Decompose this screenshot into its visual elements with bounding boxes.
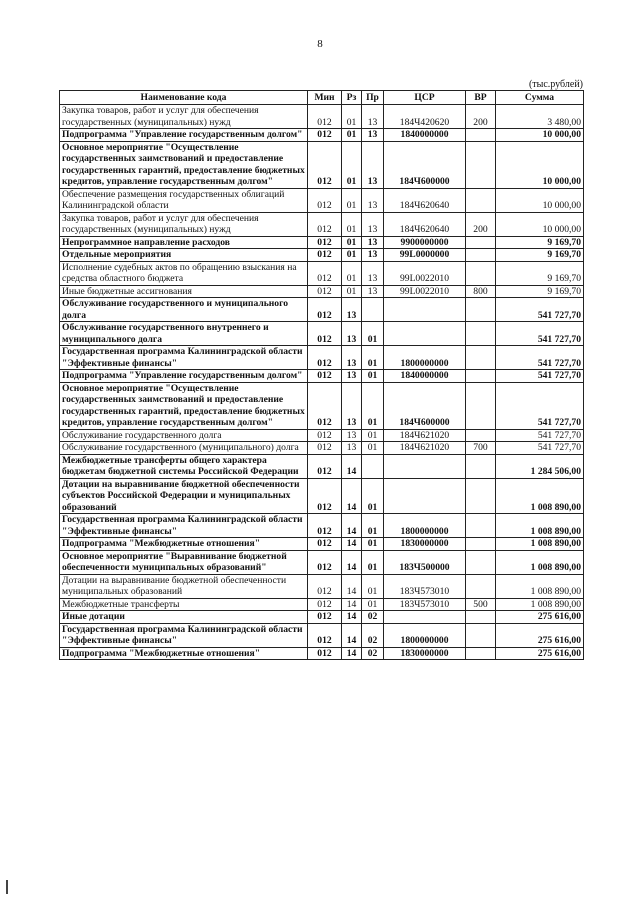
cell-name: Исполнение судебных актов по обращению взыскания на средства областного бюджета: [60, 261, 308, 285]
cell-min: 012: [308, 261, 342, 285]
cell-rz: 01: [342, 261, 362, 285]
table-row: [60, 129, 584, 142]
cell-min: 012: [308, 370, 342, 383]
cell-name: Основное мероприятие "Осуществление государственных заимствований и предоставление государственных гарантий, предоставление бюджетных кредитов, управление государственным долгом": [60, 141, 308, 188]
cell-min: 012: [308, 285, 342, 298]
cell-name: Государственная программа Калининградской области "Эффективные финансы": [60, 514, 308, 538]
cell-min: 012: [308, 429, 342, 442]
cell-name: Обслуживание государственного внутреннего и муниципального долга: [60, 322, 308, 346]
cell-rz: 14: [342, 647, 362, 660]
cell-pr: 01: [362, 429, 384, 442]
cell-name: Обслуживание государственного (муниципального) долга: [60, 442, 308, 455]
cell-pr: 01: [362, 370, 384, 383]
cell-csr: 184Ч620640: [384, 188, 466, 212]
cell-vr: [466, 514, 496, 538]
cell-pr: 01: [362, 514, 384, 538]
cell-rz: 13: [342, 429, 362, 442]
cell-pr: 02: [362, 623, 384, 647]
cell-vr: [466, 550, 496, 574]
cell-sum: 10 000,00: [496, 212, 584, 236]
cell-sum: 1 008 890,00: [496, 514, 584, 538]
cell-vr: [466, 249, 496, 262]
cell-csr: [384, 478, 466, 514]
table-row: [60, 370, 584, 383]
cell-rz: 14: [342, 550, 362, 574]
table-body: [60, 105, 584, 660]
table-row: [60, 647, 584, 660]
table-row: [60, 550, 584, 574]
cell-rz: 14: [342, 598, 362, 611]
table-row: [60, 249, 584, 262]
cell-sum: 3 480,00: [496, 105, 584, 129]
table-row: [60, 285, 584, 298]
table-header-row: [60, 91, 584, 105]
cell-rz: 14: [342, 611, 362, 624]
cell-csr: 183Ч500000: [384, 550, 466, 574]
cell-min: 012: [308, 382, 342, 429]
cell-vr: [466, 478, 496, 514]
cell-vr: [466, 298, 496, 322]
cell-rz: 14: [342, 478, 362, 514]
table-row: [60, 623, 584, 647]
table-row: [60, 429, 584, 442]
cell-rz: 14: [342, 538, 362, 551]
cell-vr: [466, 129, 496, 142]
cell-vr: 700: [466, 442, 496, 455]
cell-csr: 184Ч420620: [384, 105, 466, 129]
cell-vr: [466, 429, 496, 442]
cell-csr: 184Ч600000: [384, 382, 466, 429]
table-row: [60, 346, 584, 370]
cell-pr: 13: [362, 188, 384, 212]
table-row: [60, 598, 584, 611]
cell-sum: 541 727,70: [496, 322, 584, 346]
cell-sum: 275 616,00: [496, 623, 584, 647]
cell-vr: [466, 141, 496, 188]
cell-pr: 01: [362, 574, 384, 598]
header-rz: Рз: [342, 91, 362, 105]
cell-name: Основное мероприятие "Осуществление государственных заимствований и предоставление государственных гарантий, предоставление бюджетных кредитов, управление государственным долгом": [60, 382, 308, 429]
cell-sum: 9 169,70: [496, 261, 584, 285]
cell-min: 012: [308, 478, 342, 514]
cell-sum: 9 169,70: [496, 285, 584, 298]
cell-sum: 1 008 890,00: [496, 550, 584, 574]
cell-min: 012: [308, 442, 342, 455]
cell-pr: 13: [362, 249, 384, 262]
cell-rz: 01: [342, 236, 362, 249]
cell-vr: [466, 647, 496, 660]
cell-rz: 01: [342, 105, 362, 129]
cell-min: 012: [308, 611, 342, 624]
cell-rz: 14: [342, 623, 362, 647]
table-row: [60, 212, 584, 236]
header-csr: ЦСР: [384, 91, 466, 105]
cell-pr: 13: [362, 261, 384, 285]
cell-vr: [466, 370, 496, 383]
table-row: [60, 141, 584, 188]
table-row: [60, 188, 584, 212]
cell-vr: 500: [466, 598, 496, 611]
table-row: [60, 105, 584, 129]
cell-vr: 200: [466, 105, 496, 129]
cell-name: Непрограммное направление расходов: [60, 236, 308, 249]
cell-min: 012: [308, 514, 342, 538]
cell-csr: 1800000000: [384, 623, 466, 647]
cell-name: Межбюджетные трансферты общего характера бюджетам бюджетной системы Российской Федерации: [60, 454, 308, 478]
table-row: [60, 261, 584, 285]
cell-csr: 99L0000000: [384, 249, 466, 262]
units-label: (тыс.рублей): [528, 79, 583, 90]
cell-min: 012: [308, 550, 342, 574]
cell-pr: 13: [362, 141, 384, 188]
cell-sum: 9 169,70: [496, 236, 584, 249]
cell-csr: 1800000000: [384, 346, 466, 370]
cell-pr: 13: [362, 105, 384, 129]
cell-sum: 541 727,70: [496, 346, 584, 370]
cell-vr: [466, 322, 496, 346]
cell-name: Обслуживание государственного и муниципального долга: [60, 298, 308, 322]
cell-csr: 184Ч620640: [384, 212, 466, 236]
cell-sum: 541 727,70: [496, 442, 584, 455]
cell-name: Подпрограмма "Управление государственным долгом": [60, 370, 308, 383]
cell-name: Основное мероприятие "Выравнивание бюджетной обеспеченности муниципальных образований": [60, 550, 308, 574]
cell-pr: 13: [362, 236, 384, 249]
cell-csr: [384, 454, 466, 478]
header-sum: Сумма: [496, 91, 584, 105]
cell-vr: [466, 261, 496, 285]
cell-min: 012: [308, 236, 342, 249]
cell-pr: [362, 298, 384, 322]
cell-rz: 14: [342, 574, 362, 598]
cell-pr: 01: [362, 382, 384, 429]
cell-pr: 13: [362, 212, 384, 236]
cell-csr: 9900000000: [384, 236, 466, 249]
cell-vr: [466, 538, 496, 551]
cell-rz: 01: [342, 249, 362, 262]
page-number: 8: [317, 38, 323, 50]
cell-csr: 184Ч600000: [384, 141, 466, 188]
cell-name: Государственная программа Калининградской области "Эффективные финансы": [60, 346, 308, 370]
cell-min: 012: [308, 322, 342, 346]
cell-sum: 541 727,70: [496, 370, 584, 383]
cell-name: Иные бюджетные ассигнования: [60, 285, 308, 298]
cell-csr: [384, 298, 466, 322]
cell-name: Дотации на выравнивание бюджетной обеспеченности субъектов Российской Федерации и муниципальных образований: [60, 478, 308, 514]
cell-min: 012: [308, 647, 342, 660]
cell-sum: 275 616,00: [496, 647, 584, 660]
cell-rz: 13: [342, 298, 362, 322]
header-pr: Пр: [362, 91, 384, 105]
cell-name: Закупка товаров, работ и услуг для обеспечения государственных (муниципальных) нужд: [60, 105, 308, 129]
table-row: [60, 478, 584, 514]
cell-csr: 1840000000: [384, 370, 466, 383]
cell-pr: 13: [362, 129, 384, 142]
cell-rz: 01: [342, 129, 362, 142]
table-row: [60, 236, 584, 249]
cell-sum: 275 616,00: [496, 611, 584, 624]
cell-sum: 1 008 890,00: [496, 598, 584, 611]
cell-name: Подпрограмма "Управление государственным долгом": [60, 129, 308, 142]
cell-name: Подпрограмма "Межбюджетные отношения": [60, 538, 308, 551]
table-row: [60, 611, 584, 624]
cell-name: Обслуживание государственного долга: [60, 429, 308, 442]
table-row: [60, 322, 584, 346]
cell-pr: 02: [362, 611, 384, 624]
cell-name: Отдельные мероприятия: [60, 249, 308, 262]
cell-name: Дотации на выравнивание бюджетной обеспеченности муниципальных образований: [60, 574, 308, 598]
header-min: Мин: [308, 91, 342, 105]
cell-sum: 10 000,00: [496, 141, 584, 188]
cell-rz: 01: [342, 188, 362, 212]
cell-csr: 1840000000: [384, 129, 466, 142]
cell-csr: 99L0022010: [384, 261, 466, 285]
cell-min: 012: [308, 212, 342, 236]
cell-sum: 10 000,00: [496, 188, 584, 212]
cell-sum: 541 727,70: [496, 382, 584, 429]
cell-pr: 01: [362, 598, 384, 611]
cell-vr: [466, 346, 496, 370]
cell-csr: [384, 322, 466, 346]
cell-name: Обеспечение размещения государственных облигаций Калининградской области: [60, 188, 308, 212]
cell-name: Межбюджетные трансферты: [60, 598, 308, 611]
cell-vr: [466, 623, 496, 647]
table-row: [60, 442, 584, 455]
cell-rz: 01: [342, 285, 362, 298]
cell-vr: [466, 382, 496, 429]
table-row: [60, 574, 584, 598]
cell-pr: 01: [362, 442, 384, 455]
cell-pr: 13: [362, 285, 384, 298]
cell-pr: 01: [362, 346, 384, 370]
cell-pr: 01: [362, 478, 384, 514]
cell-pr: 01: [362, 538, 384, 551]
cell-csr: 1830000000: [384, 647, 466, 660]
cell-rz: 14: [342, 454, 362, 478]
budget-table: [59, 90, 584, 660]
cell-csr: [384, 611, 466, 624]
table-row: [60, 538, 584, 551]
cell-name: Подпрограмма "Межбюджетные отношения": [60, 647, 308, 660]
cell-sum: 10 000,00: [496, 129, 584, 142]
cell-sum: 541 727,70: [496, 429, 584, 442]
cell-min: 012: [308, 141, 342, 188]
table-row: [60, 454, 584, 478]
cell-sum: 1 008 890,00: [496, 538, 584, 551]
cell-sum: 1 008 890,00: [496, 478, 584, 514]
cell-sum: 9 169,70: [496, 249, 584, 262]
cell-sum: 1 284 506,00: [496, 454, 584, 478]
cell-min: 012: [308, 298, 342, 322]
cell-sum: 1 008 890,00: [496, 574, 584, 598]
cell-pr: [362, 454, 384, 478]
cell-name: Закупка товаров, работ и услуг для обеспечения государственных (муниципальных) нужд: [60, 212, 308, 236]
header-vr: ВР: [466, 91, 496, 105]
cell-min: 012: [308, 188, 342, 212]
cell-vr: [466, 574, 496, 598]
cell-rz: 13: [342, 346, 362, 370]
cell-rz: 01: [342, 212, 362, 236]
cell-name: Иные дотации: [60, 611, 308, 624]
cell-rz: 13: [342, 382, 362, 429]
cell-min: 012: [308, 129, 342, 142]
cell-min: 012: [308, 598, 342, 611]
cell-min: 012: [308, 346, 342, 370]
cell-min: 012: [308, 623, 342, 647]
cell-rz: 01: [342, 141, 362, 188]
cell-csr: 1830000000: [384, 538, 466, 551]
cell-min: 012: [308, 454, 342, 478]
cell-pr: 01: [362, 550, 384, 574]
cell-vr: 800: [466, 285, 496, 298]
cell-name: Государственная программа Калининградской области "Эффективные финансы": [60, 623, 308, 647]
cell-vr: 200: [466, 212, 496, 236]
cell-rz: 13: [342, 370, 362, 383]
cell-min: 012: [308, 538, 342, 551]
cell-rz: 13: [342, 442, 362, 455]
cell-csr: 1800000000: [384, 514, 466, 538]
cell-csr: 184Ч621020: [384, 429, 466, 442]
cell-vr: [466, 188, 496, 212]
cell-min: 012: [308, 105, 342, 129]
cell-pr: 01: [362, 322, 384, 346]
cell-min: 012: [308, 574, 342, 598]
cell-vr: [466, 236, 496, 249]
cell-rz: 13: [342, 322, 362, 346]
cell-rz: 14: [342, 514, 362, 538]
cell-csr: 184Ч621020: [384, 442, 466, 455]
cell-csr: 99L0022010: [384, 285, 466, 298]
cell-csr: 183Ч573010: [384, 574, 466, 598]
cell-vr: [466, 454, 496, 478]
cell-min: 012: [308, 249, 342, 262]
cell-vr: [466, 611, 496, 624]
cell-csr: 183Ч573010: [384, 598, 466, 611]
header-name: Наименование кода: [60, 91, 308, 105]
table-row: [60, 514, 584, 538]
scan-edge-mark: [6, 880, 8, 894]
cell-pr: 02: [362, 647, 384, 660]
cell-sum: 541 727,70: [496, 298, 584, 322]
table-row: [60, 298, 584, 322]
table-row: [60, 382, 584, 429]
